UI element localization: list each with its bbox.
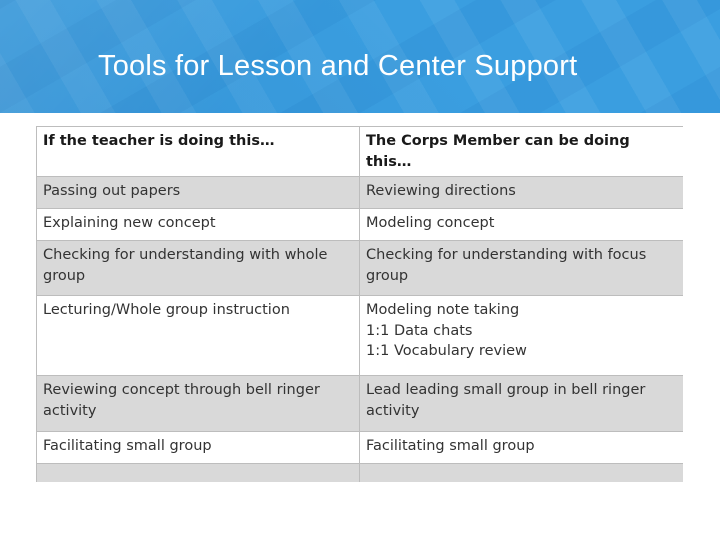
- table-header-row: [37, 127, 684, 177]
- teacher-cell: Facilitating small group: [37, 432, 360, 464]
- corps-member-line: 1:1 Data chats: [366, 322, 473, 339]
- support-table: [36, 126, 683, 482]
- table-row: [37, 296, 684, 376]
- corps-member-line: Modeling note taking: [366, 302, 520, 318]
- teacher-cell: Reviewing concept through bell ringer activity: [37, 376, 360, 432]
- corps-member-cell: Checking for understanding with focus group: [360, 241, 684, 296]
- teacher-cell: [37, 464, 360, 483]
- table-row: [37, 209, 684, 241]
- table-row: [37, 464, 684, 483]
- corps-member-cell: Lead leading small group in bell ringer activity: [360, 376, 684, 432]
- corps-member-cell: Facilitating small group: [360, 432, 684, 464]
- teacher-cell: Passing out papers: [37, 177, 360, 209]
- table-row: [37, 376, 684, 432]
- teacher-cell: Explaining new concept: [37, 209, 360, 241]
- teacher-cell: Lecturing/Whole group instruction: [37, 296, 360, 376]
- corps-member-cell: Modeling concept: [360, 209, 684, 241]
- corps-member-cell: [360, 296, 684, 376]
- header-teacher: If the teacher is doing this…: [37, 127, 360, 177]
- support-table-container: [36, 126, 683, 482]
- title-banner: [0, 0, 720, 113]
- corps-member-cell: Reviewing directions: [360, 177, 684, 209]
- table-row: [37, 241, 684, 296]
- header-corps-member: The Corps Member can be doing this…: [360, 127, 684, 177]
- corps-member-line: 1:1 Vocabulary review: [366, 343, 527, 359]
- table-row: [37, 432, 684, 464]
- slide-title: Tools for Lesson and Center Support: [98, 50, 578, 82]
- corps-member-cell: [360, 464, 684, 483]
- teacher-cell: Checking for understanding with whole group: [37, 241, 360, 296]
- table-row: [37, 177, 684, 209]
